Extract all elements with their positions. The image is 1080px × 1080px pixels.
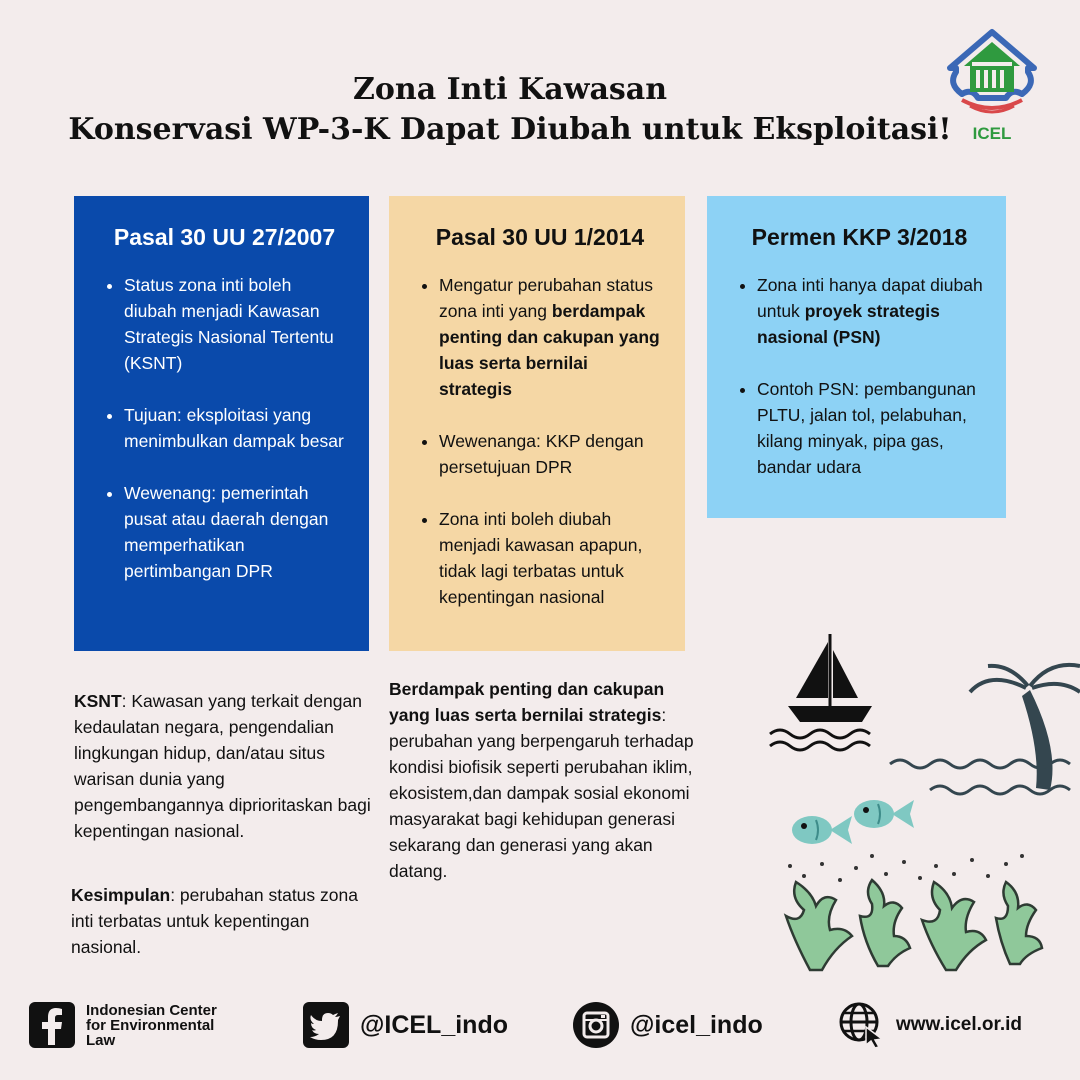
instagram-handle: @icel_indo (630, 1010, 763, 1039)
list-item: • Status zona inti boleh diubah menjadi Kawasan Strategis Nasional Tertentu (KSNT) (124, 272, 347, 376)
seaweed-icon (996, 882, 1042, 964)
twitter-icon (302, 1001, 350, 1049)
berdampak-term: Berdampak penting dan cakupan yang luas serta bernilai strategis (389, 679, 665, 725)
ksnt-text: : Kawasan yang terkait dengan kedaulatan negara, pengendalian lingkungan hidup, dan/atau situs warisan dunia yang pengembangannya diprioritaskan bagi kepentingan nasional. (74, 691, 371, 841)
list-item-text: Zona inti hanya dapat diubah untuk (757, 275, 983, 321)
org-line: for Environmental (86, 1016, 215, 1034)
kesimpulan-text: : perubahan status zona inti terbatas untuk kepentingan nasional. (71, 885, 358, 957)
card-list (417, 272, 663, 610)
seaweed-group (786, 880, 1042, 970)
list-item-emphasis: proyek strategis nasional (PSN) (757, 301, 940, 347)
website-url: www.icel.or.id (896, 1014, 1022, 1035)
list-item-emphasis: berdampak penting dan cakupan yang luas serta bernilai strategis (439, 301, 660, 399)
bubbles (788, 854, 1024, 882)
list-item: • Wewenang: pemerintah pusat atau daerah dengan memperhatikan pertimbangan DPR (124, 480, 347, 584)
globe-cursor-icon (838, 1001, 886, 1049)
seaweed-icon (922, 882, 986, 970)
sea-illustration (760, 630, 1080, 980)
title-line-1: Zona Inti Kawasan (352, 72, 668, 107)
footer-facebook[interactable] (28, 1000, 217, 1050)
list-item: • Wewenanga: KKP dengan persetujuan DPR (439, 428, 663, 480)
card-title: Pasal 30 UU 1/2014 (435, 224, 645, 250)
card-pasal-30-uu-27-2007 (74, 196, 369, 651)
card-permen-kkp-3-2018 (707, 196, 1006, 518)
list-item (439, 272, 663, 402)
berdampak-text: : perubahan yang berpengaruh terhadap kondisi biofisik seperti perubahan iklim, ekosistem,dan dampak sosial ekonomi masyarakat bagi kehidupan generasi sekarang dan generasi yang akan datang. (389, 705, 694, 881)
list-item-text: Mengatur perubahan status zona inti yang (439, 275, 654, 321)
facebook-icon (28, 1001, 76, 1049)
org-line: Law (86, 1031, 116, 1049)
icel-building-logo-icon (942, 28, 1042, 124)
sailboat-icon (770, 634, 872, 750)
berdampak-definition (389, 676, 709, 884)
list-item (757, 272, 984, 350)
palm-tree-icon (970, 665, 1080, 790)
title-line-2: Konservasi WP-3-K Dapat Diubah untuk Eksploitasi! (68, 112, 952, 147)
list-item: • Contoh PSN: pembangunan PLTU, jalan tol, pelabuhan, kilang minyak, pipa gas, bandar udara (757, 376, 984, 480)
ksnt-definition (74, 688, 379, 844)
card-list (735, 272, 984, 480)
footer-instagram[interactable] (572, 1000, 763, 1050)
icel-logo (942, 28, 1042, 148)
kesimpulan-term: Kesimpulan (71, 885, 171, 905)
seaweed-icon (786, 882, 852, 970)
list-item: • Zona inti boleh diubah menjadi kawasan apapun, tidak lagi terbatas untuk kepentingan nasional (439, 506, 663, 610)
facebook-org-name (86, 1003, 217, 1048)
ksnt-term: KSNT (74, 691, 122, 711)
logo-text: ICEL (972, 124, 1012, 143)
twitter-handle: @ICEL_indo (360, 1010, 508, 1039)
seaweed-icon (860, 880, 910, 966)
card-title: Pasal 30 UU 27/2007 (113, 224, 336, 250)
card-title: Permen KKP 3/2018 (751, 224, 968, 250)
instagram-icon (572, 1001, 620, 1049)
kesimpulan (71, 882, 371, 960)
page-title (60, 70, 960, 150)
footer-twitter[interactable] (302, 1000, 508, 1050)
footer-website[interactable] (838, 1000, 1022, 1050)
list-item: • Tujuan: eksploitasi yang menimbulkan dampak besar (124, 402, 347, 454)
fish-icon (792, 816, 852, 844)
card-pasal-30-uu-1-2014 (389, 196, 685, 651)
fish-icon (854, 800, 914, 828)
org-line: Indonesian Center (86, 1001, 217, 1019)
card-list (102, 272, 347, 584)
